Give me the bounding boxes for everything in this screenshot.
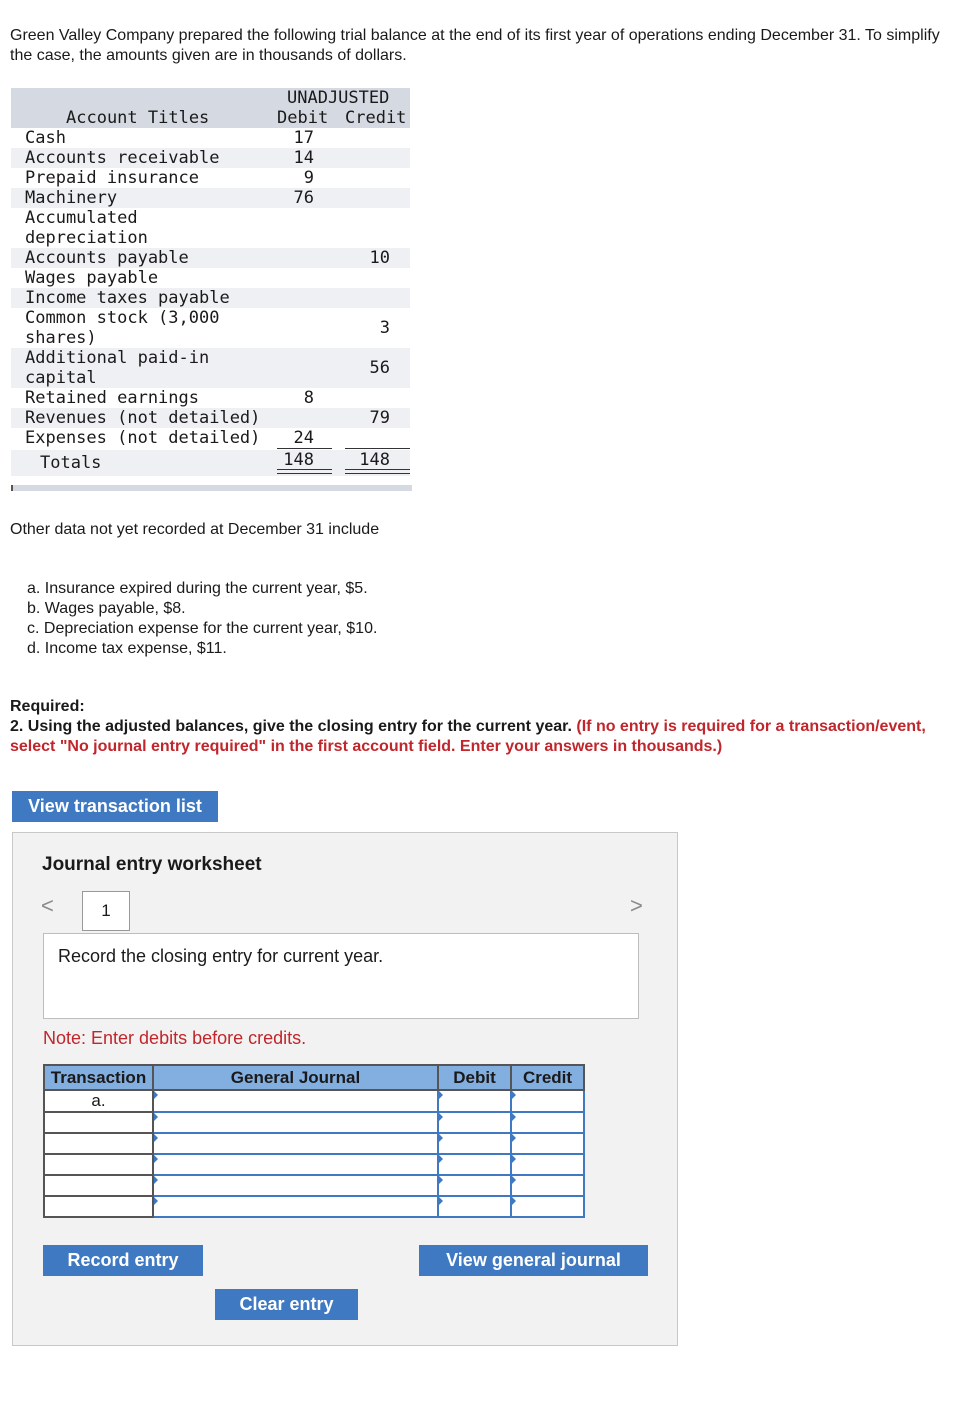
trial-balance-bottom-bar	[11, 485, 412, 491]
tb-row-common-stock	[11, 308, 410, 348]
tb-credit: 79	[369, 408, 390, 428]
tb-row-revenues	[11, 408, 410, 428]
table-row	[44, 1133, 584, 1154]
tb-row-accumulated-depreciation	[11, 208, 410, 248]
debit-double-underline	[277, 469, 332, 474]
view-transaction-list-button[interactable]: View transaction list	[12, 791, 218, 822]
tb-account: Revenues (not detailed)	[25, 408, 261, 428]
table-row	[44, 1196, 584, 1217]
worksheet-prompt-box	[43, 933, 639, 1019]
table-row	[44, 1175, 584, 1196]
list-item: c. Depreciation expense for the current year, $10.	[27, 620, 378, 637]
tb-row-cash	[11, 128, 410, 148]
transaction-cell	[44, 1154, 153, 1175]
tb-row-accounts-payable	[11, 248, 410, 268]
credit-underline	[345, 448, 410, 449]
transaction-cell	[44, 1133, 153, 1154]
list-item: a. Insurance expired during the current year, $5.	[27, 580, 368, 597]
tb-account: Machinery	[25, 188, 118, 208]
debit-underline	[277, 448, 332, 449]
tb-row-machinery	[11, 188, 410, 208]
debit-input[interactable]	[438, 1154, 511, 1175]
tb-row-expenses	[11, 428, 410, 450]
transaction-cell: a.	[44, 1090, 153, 1112]
tb-row-retained-earnings	[11, 388, 410, 408]
tb-account: Accounts payable	[25, 248, 189, 268]
required-question: 2. Using the adjusted balances, give the closing entry for the current year.	[10, 718, 572, 735]
debit-input[interactable]	[438, 1112, 511, 1133]
list-item: d. Income tax expense, $11.	[27, 640, 227, 657]
tb-credit: 56	[369, 358, 390, 378]
credit-double-underline	[345, 469, 410, 474]
worksheet-tab-1[interactable]: 1	[82, 891, 130, 931]
journal-table	[43, 1064, 585, 1218]
tb-account: Income taxes payable	[25, 288, 230, 308]
worksheet-title: Journal entry worksheet	[42, 854, 262, 875]
credit-input[interactable]	[511, 1112, 584, 1133]
table-row	[44, 1154, 584, 1175]
problem-intro: Green Valley Company prepared the following trial balance at the end of its first year of operations ending December 31. To simplify the case, the amounts given are in thousands of dollars.	[10, 27, 940, 64]
tb-debit: 8	[303, 388, 314, 408]
debit-column-header: Debit	[438, 1065, 511, 1090]
worksheet-note: Note: Enter debits before credits.	[43, 1028, 307, 1048]
tb-credit: 3	[379, 318, 390, 338]
chevron-left-icon[interactable]: <	[41, 893, 54, 918]
transaction-cell	[44, 1112, 153, 1133]
transaction-cell	[44, 1175, 153, 1196]
tb-debit: 24	[293, 428, 314, 448]
account-input[interactable]	[153, 1112, 438, 1133]
tb-account: Wages payable	[25, 268, 159, 288]
debit-input[interactable]	[438, 1090, 511, 1112]
tb-account: Prepaid insurance	[25, 168, 199, 188]
tb-debit: 9	[303, 168, 314, 188]
account-input[interactable]	[153, 1175, 438, 1196]
account-input[interactable]	[153, 1133, 438, 1154]
credit-input[interactable]	[511, 1196, 584, 1217]
tb-account: Accumulated depreciation	[25, 208, 148, 248]
tb-account: Retained earnings	[25, 388, 199, 408]
other-data-list	[27, 579, 377, 659]
tb-row-additional-paid-in-capital	[11, 348, 410, 388]
unadjusted-header: UNADJUSTED	[287, 88, 390, 108]
transaction-cell	[44, 1196, 153, 1217]
tb-row-accounts-receivable	[11, 148, 410, 168]
table-row	[44, 1090, 584, 1112]
clear-entry-button[interactable]: Clear entry	[215, 1289, 358, 1320]
debit-input[interactable]	[438, 1196, 511, 1217]
tb-totals-label: Totals	[40, 453, 102, 473]
tb-debit: 76	[293, 188, 314, 208]
required-instruction: (If no entry is required for a transaction/event, select "No journal entry required" in the first account field. Enter your answers in thousands.)	[10, 718, 926, 755]
tb-account: Common stock (3,000 shares)	[25, 308, 220, 348]
debit-header: Debit	[277, 108, 329, 128]
transaction-column-header: Transaction	[44, 1065, 153, 1090]
other-data-intro: Other data not yet recorded at December 31 include	[10, 521, 380, 538]
credit-input[interactable]	[511, 1090, 584, 1112]
tb-total-debit: 148	[283, 450, 314, 470]
general-journal-column-header: General Journal	[153, 1065, 438, 1090]
tb-row-income-taxes-payable	[11, 288, 410, 308]
record-entry-button[interactable]: Record entry	[43, 1245, 203, 1276]
tb-account: Additional paid-in capital	[25, 348, 210, 388]
chevron-right-icon[interactable]: >	[630, 893, 643, 918]
account-input[interactable]	[153, 1090, 438, 1112]
account-titles-header: Account Titles	[66, 108, 210, 128]
view-general-journal-button[interactable]: View general journal	[419, 1245, 648, 1276]
debit-input[interactable]	[438, 1133, 511, 1154]
required-section	[10, 697, 960, 757]
required-label: Required:	[10, 698, 85, 715]
account-input[interactable]	[153, 1196, 438, 1217]
table-row	[44, 1112, 584, 1133]
list-item: b. Wages payable, $8.	[27, 600, 186, 617]
tb-account: Expenses (not detailed)	[25, 428, 261, 448]
credit-input[interactable]	[511, 1154, 584, 1175]
tb-debit: 14	[293, 148, 314, 168]
journal-entry-worksheet	[12, 832, 678, 1346]
tb-debit: 17	[293, 128, 314, 148]
tb-credit: 10	[369, 248, 390, 268]
tb-row-wages-payable	[11, 268, 410, 288]
tb-account: Cash	[25, 128, 66, 148]
credit-input[interactable]	[511, 1133, 584, 1154]
credit-column-header: Credit	[511, 1065, 584, 1090]
debit-input[interactable]	[438, 1175, 511, 1196]
tb-total-credit: 148	[359, 450, 390, 470]
tb-row-prepaid-insurance	[11, 168, 410, 188]
credit-input[interactable]	[511, 1175, 584, 1196]
account-input[interactable]	[153, 1154, 438, 1175]
worksheet-prompt: Record the closing entry for current year.	[58, 946, 384, 966]
tb-account: Accounts receivable	[25, 148, 220, 168]
credit-header: Credit	[345, 108, 407, 128]
